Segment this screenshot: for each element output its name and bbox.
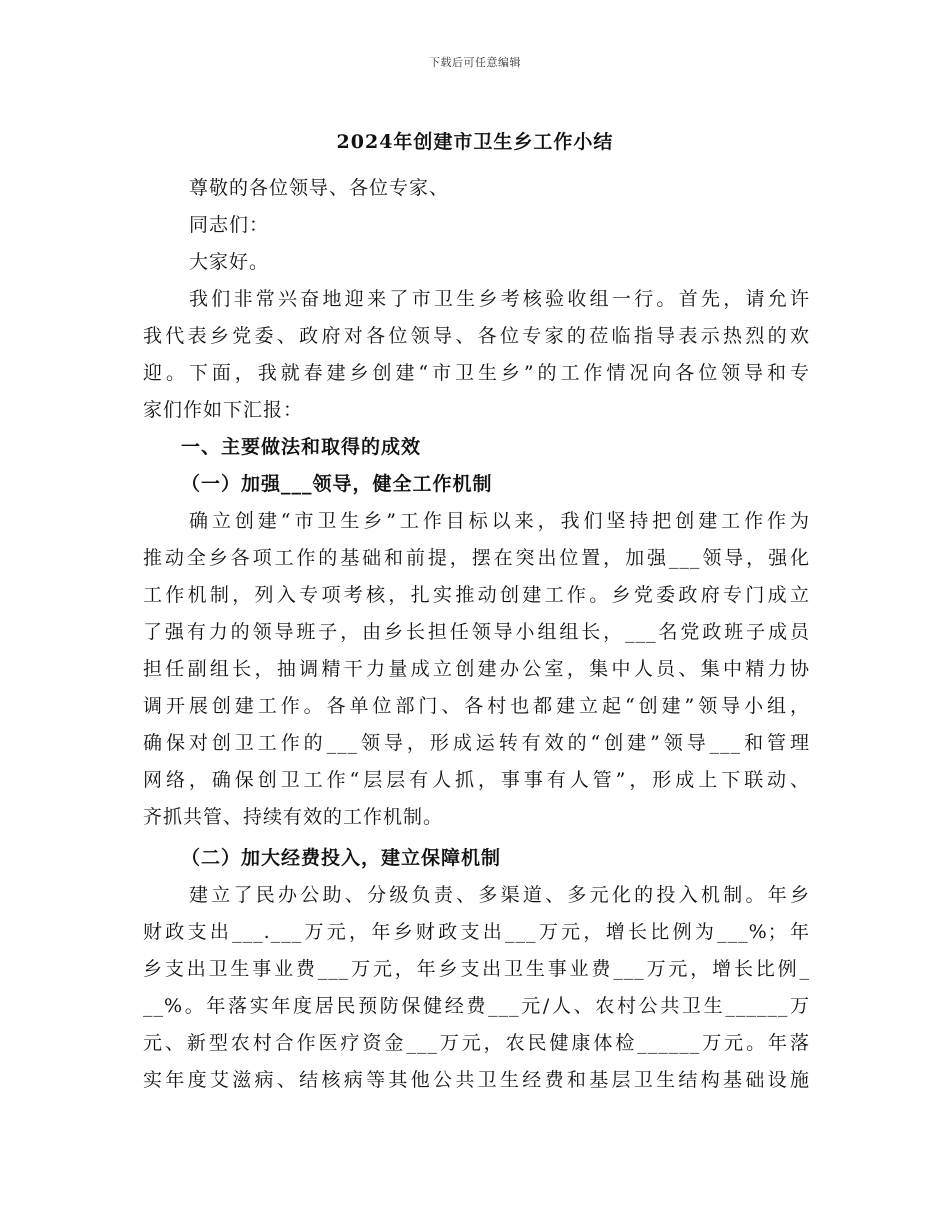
paragraph-line: 元、新型农村合作医疗资金___万元，农民健康体检______万元。年落: [143, 1032, 810, 1054]
paragraph-line: 了强有力的领导班子，由乡长担任领导小组组长，___名党政班子成员: [143, 621, 810, 643]
paragraph-line: 推动全乡各项工作的基础和前提，摆在突出位置，加强___领导，强化: [143, 547, 810, 569]
subsection-heading: （二）加大经费投入，建立保障机制: [181, 847, 502, 869]
paragraph-line: 担任副组长，抽调精干力量成立创建办公室，集中人员、集中精力协: [143, 658, 810, 680]
paragraph-line: __%。年落实年度居民预防保健经费___元/人、农村公共卫生______万: [143, 995, 810, 1017]
paragraph-line: 网络，确保创卫工作“层层有人抓，事事有人管”，形成上下联动、: [143, 769, 810, 791]
paragraph-line: 工作机制，列入专项考核，扎实推动创建工作。乡党委政府专门成立: [143, 584, 810, 606]
paragraph-line: 家们作如下汇报：: [143, 399, 304, 421]
greeting-line: 尊敬的各位领导、各位专家、: [189, 177, 450, 199]
paragraph-line: 迎。下面，我就春建乡创建“市卫生乡”的工作情况向各位领导和专: [143, 362, 810, 384]
paragraph-line: 我代表乡党委、政府对各位领导、各位专家的莅临指导表示热烈的欢: [143, 325, 810, 347]
document-body: [143, 170, 810, 1099]
paragraph-line: 财政支出___.___万元，年乡财政支出___万元，增长比例为___%；年: [143, 921, 810, 943]
document-title: 2024年创建市卫生乡工作小结: [336, 131, 614, 153]
paragraph-line: 确保对创卫工作的___领导，形成运转有效的“创建”领导___和管理: [143, 732, 810, 754]
paragraph-line: 确立创建“市卫生乡”工作目标以来，我们坚持把创建工作作为: [189, 510, 810, 532]
paragraph-line: 调开展创建工作。各单位部门、各村也都建立起“创建”领导小组，: [143, 695, 810, 717]
paragraph-line: 实年度艾滋病、结核病等其他公共卫生经费和基层卫生结构基础设施: [143, 1069, 810, 1091]
paragraph-line: 乡支出卫生事业费___万元，年乡支出卫生事业费___万元，增长比例_: [143, 958, 810, 980]
paragraph-line: 建立了民办公助、分级负责、多渠道、多元化的投入机制。年乡: [189, 884, 810, 906]
paragraph-line: 我们非常兴奋地迎来了市卫生乡考核验收组一行。首先，请允许: [189, 288, 810, 310]
greeting-line: 同志们：: [189, 214, 270, 236]
header-note: 下载后可任意编辑: [429, 56, 521, 69]
greeting-line: 大家好。: [189, 251, 270, 273]
subsection-heading: （一）加强___领导，健全工作机制: [181, 473, 493, 495]
paragraph-line: 齐抓共管、持续有效的工作机制。: [143, 806, 444, 828]
section-heading: 一、主要做法和取得的成效: [181, 436, 422, 458]
